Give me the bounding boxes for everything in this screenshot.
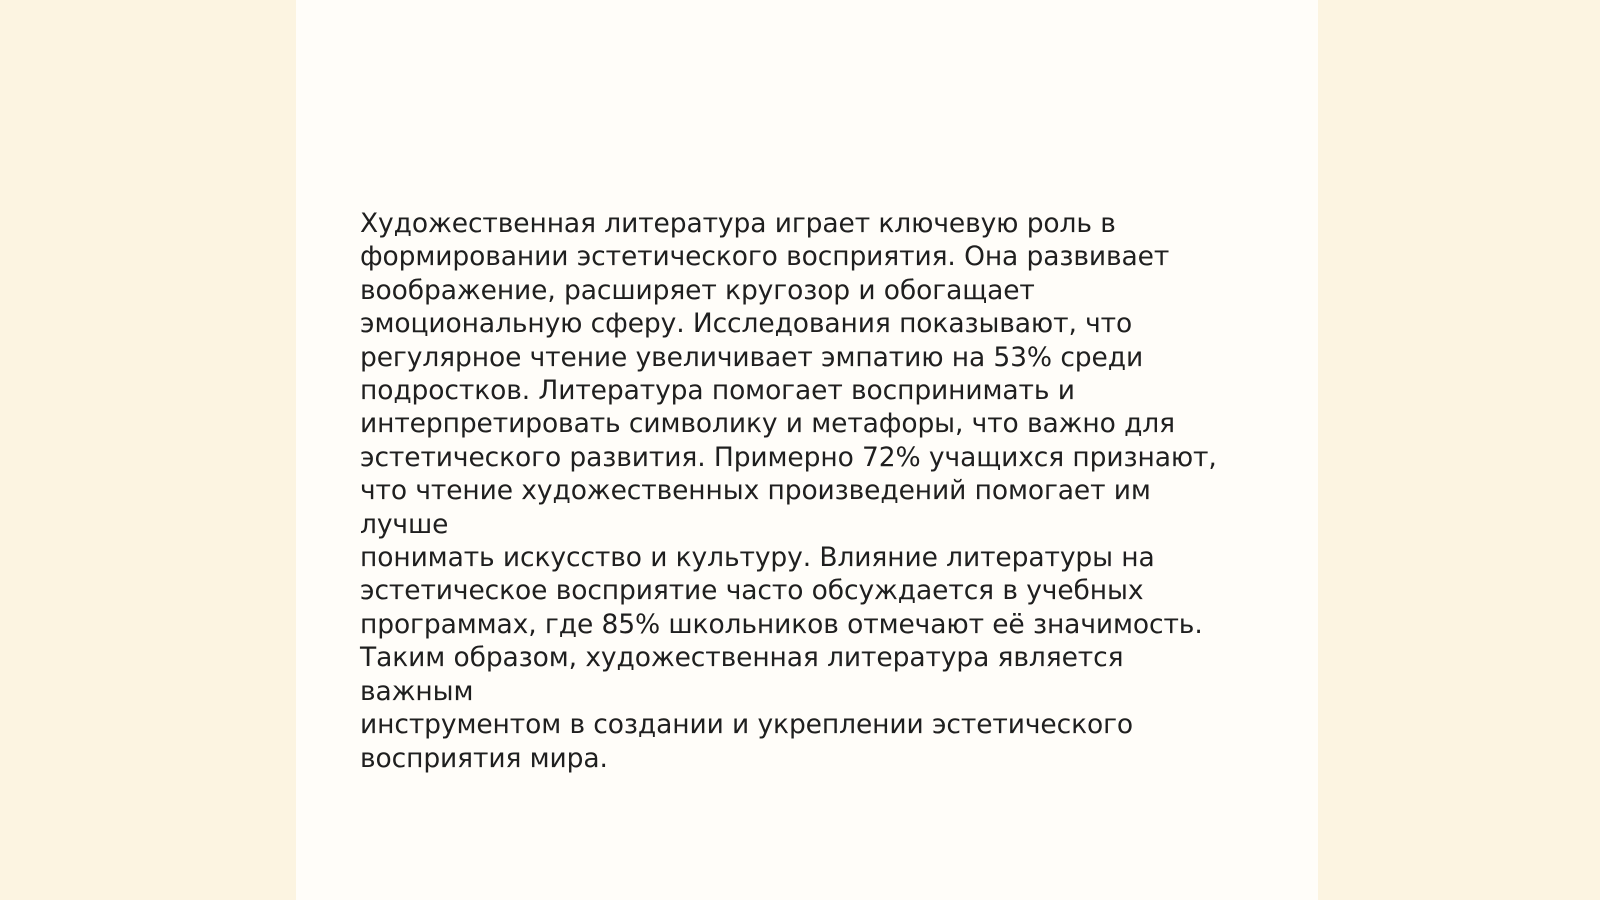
right-margin-band [1318,0,1600,900]
left-margin-band [0,0,296,900]
slide-body-text: Художественная литература играет ключевую роль в формировании эстетического восприятия. Она развивает воображение, расширяет кругозор и обогащает эмоциональную сферу. Исследования показывают, что регулярное чтение увеличивает эмпатию на 53% среди подростков. Литература помогает воспринимать и интерпретировать символику и метафоры, что важно для эстетического развития. Примерно 72% учащихся признают, что чтение художественных произведений помогает им лучше понимать искусство и культуру. Влияние литературы на эстетическое восприятие часто обсуждается в учебных программах, где 85% школьников отмечают её значимость. Таким образом, художественная литература является важным инструментом в создании и укреплении эстетического восприятия мира. [360,208,1217,774]
